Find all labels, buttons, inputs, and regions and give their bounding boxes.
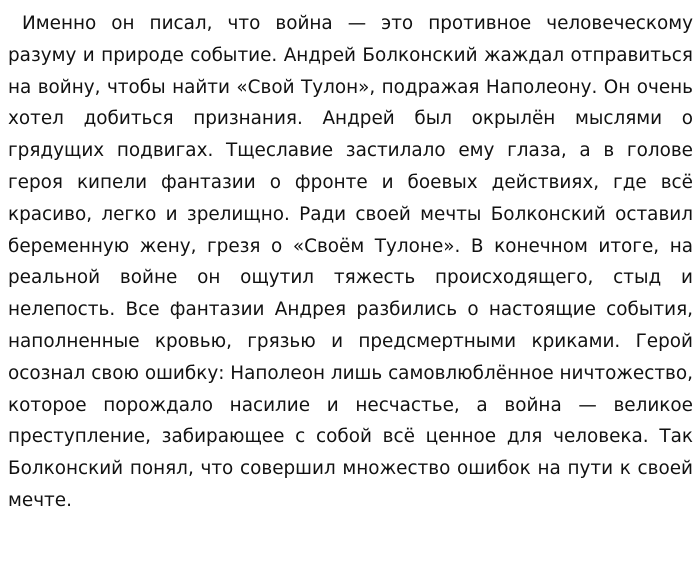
body-paragraph: Именно он писал, что война — это противное человеческому разуму и природе событие. Андрей Болконский жаждал отправиться на войну, чтобы найти «Свой Тулон», подражая Наполеону. Он очень хотел добиться признания. Андрей был окрылён мыслями о грядущих подвигах. Тщеславие застилало ему глаза, а в голове героя кипели фантазии о фронте и боевых действиях, где всё красиво, легко и зрелищно. Ради своей мечты Болконский оставил беременную жену, грезя о «Своём Тулоне». В конечном итоге, на реальной войне он ощутил тяжесть происходящего, стыд и нелепость. Все фантазии Андрея разбились о настоящие события, наполненные кровью, грязью и предсмертными криками. Герой осознал свою ошибку: Наполеон лишь самовлюблённое ничтожество, которое порождало насилие и несчастье, а война — великое преступление, забирающее с собой всё ценное для человека. Так Болконский понял, что совершил множество ошибок на пути к своей мечте. [8, 13, 693, 511]
document-page [8, 8, 693, 517]
